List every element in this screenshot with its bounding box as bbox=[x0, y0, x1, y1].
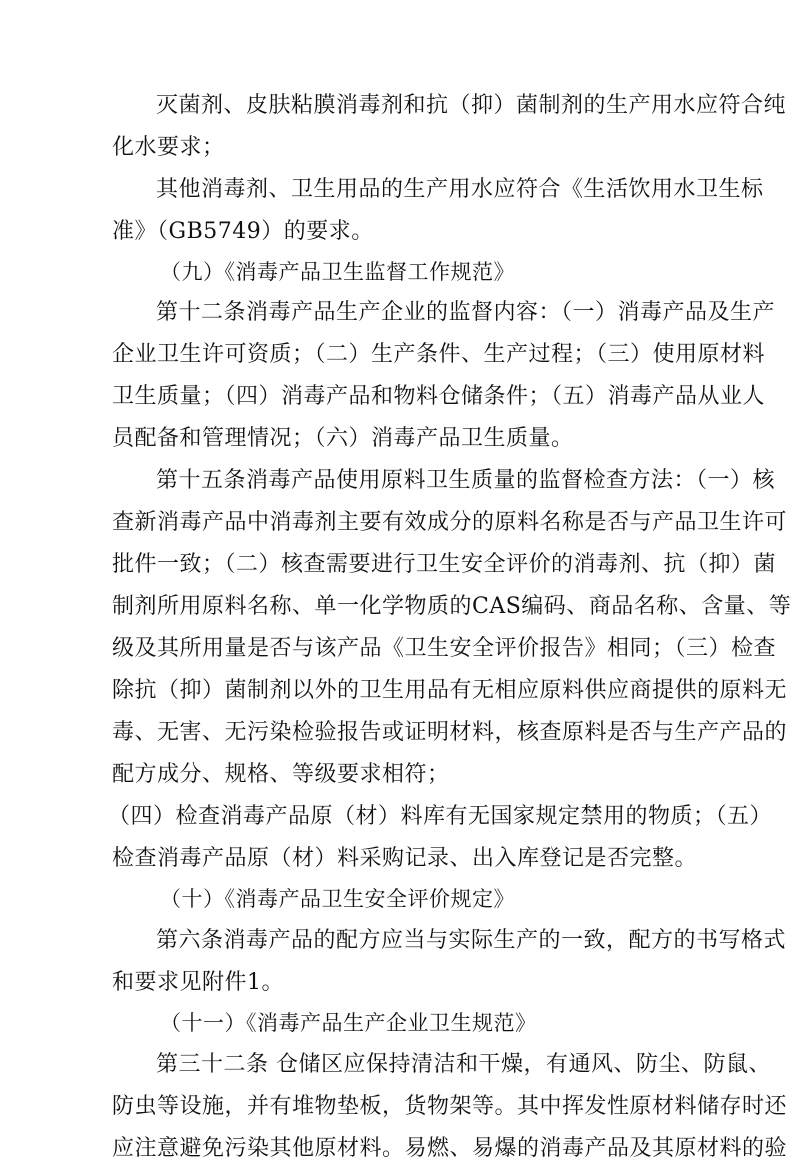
text-line: 防虫等设施，并有堆物垫板，货物架等。其中挥发性原材料储存时还 bbox=[112, 1094, 788, 1119]
text-line: 企业卫生许可资质；（二）生产条件、生产过程；（三）使用原材料 bbox=[112, 342, 766, 367]
text-line: 检查消毒产品原（材）料采购记录、出入库登记是否完整。 bbox=[112, 846, 698, 871]
text-line: 级及其所用量是否与该产品《卫生安全评价报告》相同；（三）检查 bbox=[112, 636, 777, 661]
text-line: 准》（GB5749）的要求。 bbox=[112, 219, 374, 244]
text-line: 员配备和管理情况；（六）消毒产品卫生质量。 bbox=[112, 426, 574, 451]
text-line: 配方成分、规格、等级要求相符； bbox=[112, 762, 450, 787]
section-heading: （十一）《消毒产品生产企业卫生规范》 bbox=[160, 1011, 537, 1035]
text-line: 化水要求； bbox=[112, 135, 225, 160]
text-line: 除抗（抑）菌制剂以外的卫生用品有无相应原料供应商提供的原料无 bbox=[112, 678, 788, 703]
section-heading: （十）《消毒产品卫生安全评价规定》 bbox=[160, 887, 515, 911]
text-line: 制剂所用原料名称、单一化学物质的CAS编码、商品名称、含量、等 bbox=[112, 594, 792, 619]
text-line: 卫生质量；（四）消毒产品和物料仓储条件；（五）消毒产品从业人 bbox=[112, 384, 766, 409]
text-line: （四）检查消毒产品原（材）料库有无国家规定禁用的物质；（五） bbox=[108, 804, 773, 829]
text-line: 批件一致；（二）核查需要进行卫生安全评价的消毒剂、抗（抑）菌 bbox=[112, 552, 777, 577]
text-line: 毒、无害、无污染检验报告或证明材料，核查原料是否与生产产品的 bbox=[112, 720, 788, 745]
text-line: 第六条消毒产品的配方应当与实际生产的一致，配方的书写格式 bbox=[156, 928, 787, 953]
text-line: 其他消毒剂、卫生用品的生产用水应符合《生活饮用水卫生标 bbox=[156, 177, 764, 202]
text-line: 应注意避免污染其他原材料。易燃、易爆的消毒产品及其原材料的验 bbox=[112, 1136, 788, 1161]
text-line: 查新消毒产品中消毒剂主要有效成分的原料名称是否与产品卫生许可 bbox=[112, 510, 788, 535]
text-line: 和要求见附件1。 bbox=[112, 970, 284, 995]
text-line: 第十五条消毒产品使用原料卫生质量的监督检查方法：（一）核 bbox=[156, 468, 776, 493]
text-line: 第十二条消毒产品生产企业的监督内容：（一）消毒产品及生产 bbox=[156, 300, 776, 325]
section-heading: （九）《消毒产品卫生监督工作规范》 bbox=[160, 260, 515, 284]
text-line: 第三十二条 仓储区应保持清洁和干燥，有通风、防尘、防鼠、 bbox=[156, 1052, 771, 1077]
text-line: 灭菌剂、皮肤粘膜消毒剂和抗（抑）菌制剂的生产用水应符合纯 bbox=[156, 93, 787, 118]
